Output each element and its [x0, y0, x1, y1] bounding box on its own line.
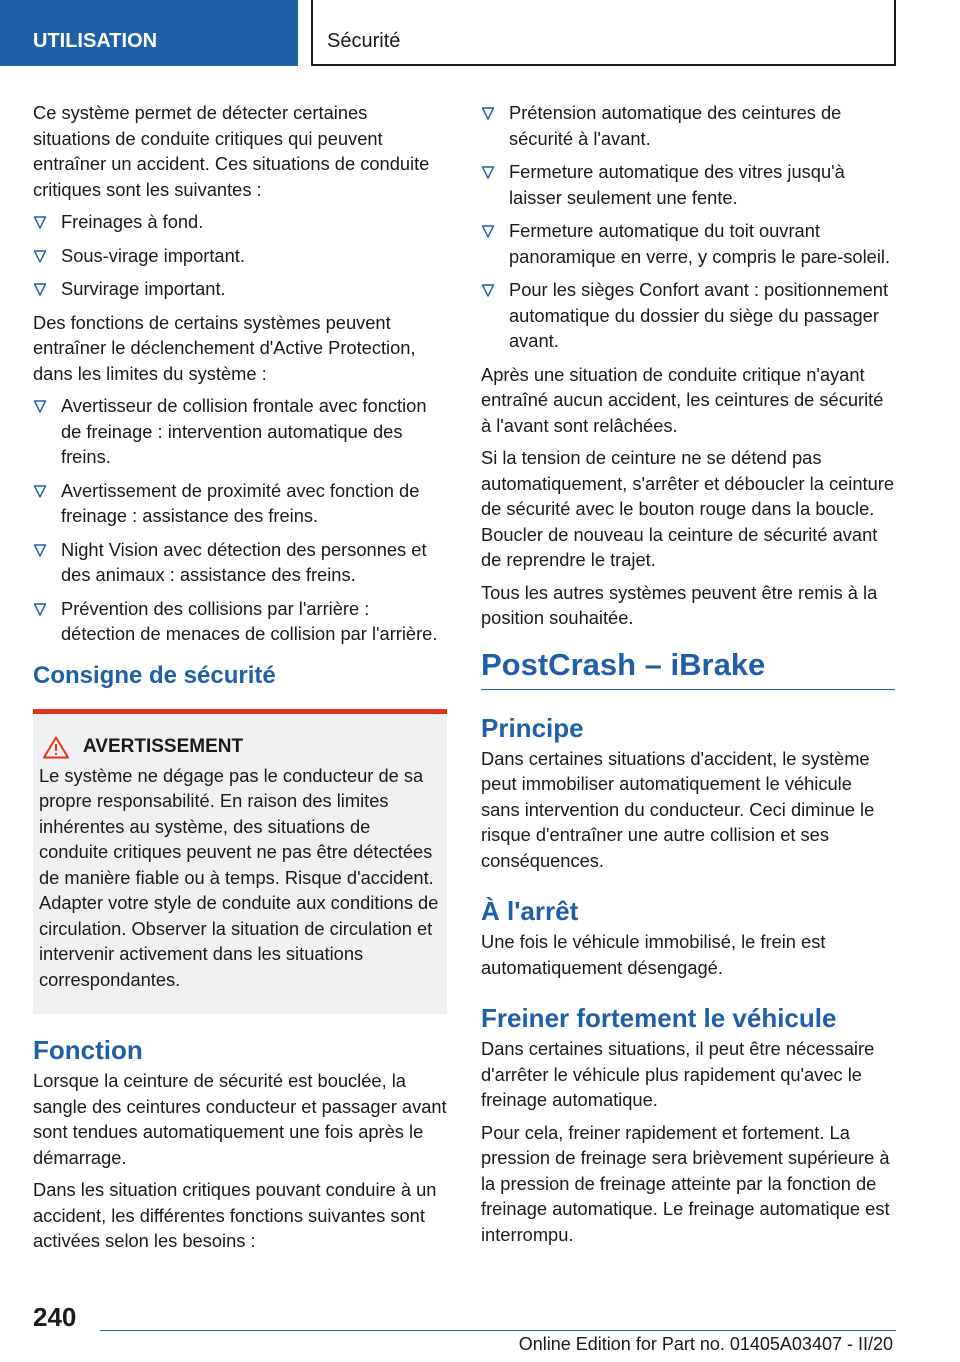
heading-freiner: Freiner fortement le véhicule [481, 1003, 837, 1033]
warning-triangle-icon [43, 736, 69, 759]
list-item-text: Survirage important. [61, 278, 226, 299]
list-item [33, 596, 447, 647]
warning-text: Le système ne dégage pas le conducteur de sa propre responsabilité. En raison des limites inhérentes au système, des situations de conduite critiques peuvent ne pas être détectées de manière fiable ou à temps. Risque d'accident. Adapter votre style de conduite aux conditions de circulation. Observer la situation de circulation et intervenir activement dans les situations correspondantes. [39, 764, 439, 990]
warning-header [39, 736, 441, 759]
list-item-text: Prétension automatique des ceintures de sécurité à l'avant. [509, 102, 842, 149]
heading-postcrash: PostCrash – iBrake [481, 645, 895, 690]
paragraph: Des fonctions de certains systèmes peuvent entraîner le déclenchement d'Active Protection, dans les limites du système : [33, 311, 416, 384]
heading-arret: À l'arrêt [481, 896, 579, 926]
page-header [0, 0, 960, 66]
heading-fonction: Fonction [33, 1035, 143, 1065]
paragraph: Lorsque la ceinture de sécurité est bouclée, la sangle des ceintures conducteur et passager avant sont tendues automatiquement une fois après le démarrage. [33, 1070, 447, 1168]
bullet-triangle-icon [481, 281, 495, 299]
bullet-triangle-icon [33, 213, 47, 231]
left-column [33, 100, 447, 1261]
bullet-triangle-icon [481, 104, 495, 122]
list-item [33, 276, 447, 302]
bullet-triangle-icon [481, 222, 495, 240]
warning-box [33, 709, 447, 1015]
list-item [481, 277, 895, 354]
list-item-text: Night Vision avec détection des personnes et des animaux : assistance des freins. [61, 538, 427, 585]
list-item [33, 537, 447, 588]
bullet-triangle-icon [33, 482, 47, 500]
list-item [33, 393, 447, 470]
paragraph: Ce système permet de détecter certaines situations de conduite critiques qui peuvent entraîner un accident. Ces situations de conduite critiques sont les suivantes : [33, 102, 430, 200]
chapter-tab: UTILISATION [0, 0, 298, 66]
list-item-text: Sous-virage important. [61, 244, 245, 266]
section-title: Sécurité [311, 0, 896, 66]
list-item-text: Freinages à fond. [61, 211, 204, 232]
bullet-triangle-icon [33, 247, 47, 265]
edition-note: Online Edition for Part no. 01405A03407 - II/20 [518, 1334, 893, 1354]
paragraph: Pour cela, freiner rapidement et fortement. La pression de freinage sera brièvement supérieure à la pression de freinage atteinte par la fonction de freinage automatique. Le freinage automatique est interrompu. [481, 1121, 890, 1245]
footer-divider [100, 1330, 896, 1331]
bullet-list-functions [33, 393, 447, 647]
paragraph: Si la tension de ceinture ne se détend pas automatiquement, s'arrêter et déboucler la ceinture de sécurité avec le bouton rouge dans la boucle. Boucler de nouveau la ceinture de sécurité avant de reprendre le trajet. [481, 447, 895, 570]
heading-principe: Principe [481, 712, 584, 743]
paragraph: Une fois le véhicule immobilisé, le frein est automatiquement désengagé. [481, 931, 826, 978]
bullet-triangle-icon [481, 163, 495, 181]
list-item-text: Prévention des collisions par l'arrière : détection de menaces de collision par l'arrière. [61, 597, 438, 644]
bullet-triangle-icon [33, 600, 47, 618]
list-item [33, 243, 447, 269]
paragraph: Après une situation de conduite critique n'ayant entraîné aucun accident, les ceintures de sécurité à l'avant sont relâchées. [481, 363, 884, 436]
list-item-text: Fermeture automatique des vitres jusqu'à laisser seulement une fente. [509, 161, 845, 208]
paragraph: Tous les autres systèmes peuvent être remis à la position souhaitée. [481, 581, 878, 628]
list-item [33, 209, 447, 235]
paragraph: Dans certaines situations d'accident, le système peut immobiliser automatiquement le véhicule sans intervention du conducteur. Ceci diminue le risque d'entraîner une autre collision et ses conséquences. [481, 747, 875, 871]
warning-title: AVERTISSEMENT [83, 736, 244, 757]
paragraph: Dans les situation critiques pouvant conduire à un accident, les différentes fonctions suivantes sont activées selon les besoins : [33, 1179, 437, 1251]
page-number: 240 [33, 1302, 77, 1332]
paragraph: Dans certaines situations, il peut être nécessaire d'arrêter le véhicule plus rapidement qu'avec le freinage automatique. [481, 1038, 875, 1110]
list-item [481, 218, 895, 269]
right-column [481, 100, 895, 1254]
heading-consigne: Consigne de sécurité [33, 661, 276, 689]
list-item-text: Fermeture automatique du toit ouvrant panoramique en verre, y compris le pare-soleil. [509, 220, 891, 267]
bullet-triangle-icon [33, 541, 47, 559]
list-item-text: Avertissement de proximité avec fonction de freinage : assistance des freins. [61, 479, 420, 526]
bullet-triangle-icon [33, 397, 47, 415]
list-item-text: Avertisseur de collision frontale avec fonction de freinage : intervention automatique des freins. [61, 395, 427, 467]
list-item [33, 478, 447, 529]
bullet-triangle-icon [33, 280, 47, 298]
list-item [481, 159, 895, 210]
list-item [481, 100, 895, 151]
bullet-list-situations [33, 209, 447, 302]
list-item-text: Pour les sièges Confort avant : positionnement automatique du dossier du siège du passager avant. [509, 279, 889, 351]
bullet-list-actions [481, 100, 895, 354]
